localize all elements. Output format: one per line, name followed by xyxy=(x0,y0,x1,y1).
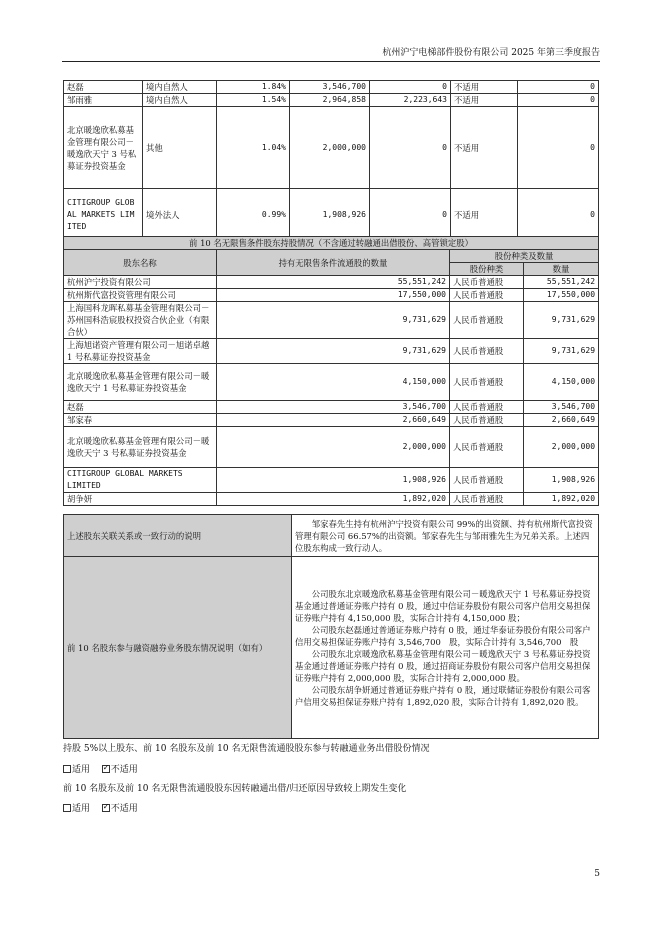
related-label: 上述股东关联关系或一致行动的说明 xyxy=(64,515,292,557)
table-row: 杭州斯代富投资管理有限公司 17,550,000 人民币普通股 17,550,000 xyxy=(64,289,599,302)
page-number: 5 xyxy=(594,869,600,879)
report-title: 杭州沪宁电梯部件股份有限公司 2025 年第三季度报告 xyxy=(382,48,600,58)
checkbox-yes[interactable] xyxy=(63,804,71,812)
change-note: 前 10 名股东及前 10 名无限售流通股股东因转融通出借/归还原因导致较上期发生变化 xyxy=(63,784,407,794)
lending-note: 持股 5%以上股东、前 10 名股东及前 10 名无限售流通股股东参与转融通业务出借股份情况 xyxy=(63,744,430,754)
margin-row xyxy=(64,557,599,739)
margin-text: 公司股东北京暖逸欣私募基金管理有限公司－暖逸欣天宁 1 号私募证券投资基金通过普通证券账户持有 0 股，通过中信证券股份有限公司客户信用交易担保证券账户持有 4,150,000 股，实际合计持有 4,150,000 股； 公司股东赵磊通过普通证券账户持有 0 股，通过华泰证券股份有限公司客户信用交易担保证券账户持有 3,546,700 股，实际合计持有 3,546,700 股 公司股东北京暖逸欣私募基金管理有限公司－暖逸欣天宁 3 号私募证券投资基金通过普通证券账户持有 0 股，通过招商证券股份有限公司客户信用交易担保证券账户持有 2,000,000 股，实际合计持有 2,000,000 股。 公司股东胡争妍通过普通证券账户持有 0 股，通过联储证券股份有限公司客户信用交易担保证券账户持有 1,892,020 股，实际合计持有 1,892,020 股。 xyxy=(292,557,599,739)
related-row xyxy=(64,515,599,557)
col-header-class: 股份种类 xyxy=(450,263,524,276)
table-row: 赵磊 境内自然人 1.84% 3,546,700 0 不适用 0 xyxy=(64,81,599,94)
col-header-qty: 数量 xyxy=(524,263,599,276)
table-row: 邹雨雅 境内自然人 1.54% 2,964,858 2,223,643 不适用 0 xyxy=(64,94,599,107)
table-row: 赵磊 3,546,700 人民币普通股 3,546,700 xyxy=(64,401,599,414)
top10-holders-table xyxy=(63,80,599,242)
table-row: 邹家春 2,660,649 人民币普通股 2,660,649 xyxy=(64,414,599,427)
table-row: 上海国科龙晖私募基金管理有限公司－苏州国科浩宸股权投资合伙企业（有限合伙） 9,731,629 人民币普通股 9,731,629 xyxy=(64,302,599,339)
table-row: 北京暖逸欣私募基金管理有限公司－暖逸欣天宁 3 号私募证券投资基金 其他 1.04% 2,000,000 0 不适用 0 xyxy=(64,107,599,189)
col-header-name: 股东名称 xyxy=(64,250,217,276)
table-row: 北京暖逸欣私募基金管理有限公司－暖逸欣天宁 1 号私募证券投资基金 4,150,000 人民币普通股 4,150,000 xyxy=(64,364,599,401)
related-text: 邹家春先生持有杭州沪宁投资有限公司 99%的出资额、持有杭州斯代富投资管理有限公司 66.57%的出资额。邹家春先生与邹雨雅先生为兄弟关系。上述四位股东构成一致行动人。 xyxy=(292,515,599,557)
table-row: 北京暖逸欣私募基金管理有限公司－暖逸欣天宁 3 号私募证券投资基金 2,000,000 人民币普通股 2,000,000 xyxy=(64,427,599,468)
page-header xyxy=(62,47,600,62)
margin-label: 前 10 名股东参与融资融券业务股东情况说明（如有） xyxy=(64,557,292,739)
lending-options: 适用 ✓ 不适用 xyxy=(63,764,138,776)
col-header-group: 股份种类及数量 xyxy=(450,250,599,263)
table-row: 杭州沪宁投资有限公司 55,551,242 人民币普通股 55,551,242 xyxy=(64,276,599,289)
checkbox-no[interactable] xyxy=(102,765,110,773)
table-row: 上海旭诺资产管理有限公司－旭诺卓越 1 号私募证券投资基金 9,731,629 人民币普通股 9,731,629 xyxy=(64,339,599,364)
change-options: 适用 ✓ 不适用 xyxy=(63,803,138,815)
table-row: 胡争妍 1,892,020 人民币普通股 1,892,020 xyxy=(64,493,599,506)
checkbox-no[interactable] xyxy=(102,804,110,812)
unrestricted-holders-table xyxy=(63,236,599,506)
table-row: CITIGROUP GLOBAL MARKETS LIMITED 1,908,926 人民币普通股 1,908,926 xyxy=(64,468,599,493)
checkbox-yes[interactable] xyxy=(63,765,71,773)
table-row: CITIGROUP GLOBAL MARKETS LIMITED 境外法人 0.99% 1,908,926 0 不适用 0 xyxy=(64,189,599,242)
col-header-shares: 持有无限售条件流通股的数量 xyxy=(217,250,450,276)
explanation-table xyxy=(63,514,599,739)
section-title-row xyxy=(64,237,599,250)
section-title: 前 10 名无限售条件股东持股情况（不含通过转融通出借股份、高管锁定股） xyxy=(64,237,599,250)
header-row xyxy=(64,250,599,263)
